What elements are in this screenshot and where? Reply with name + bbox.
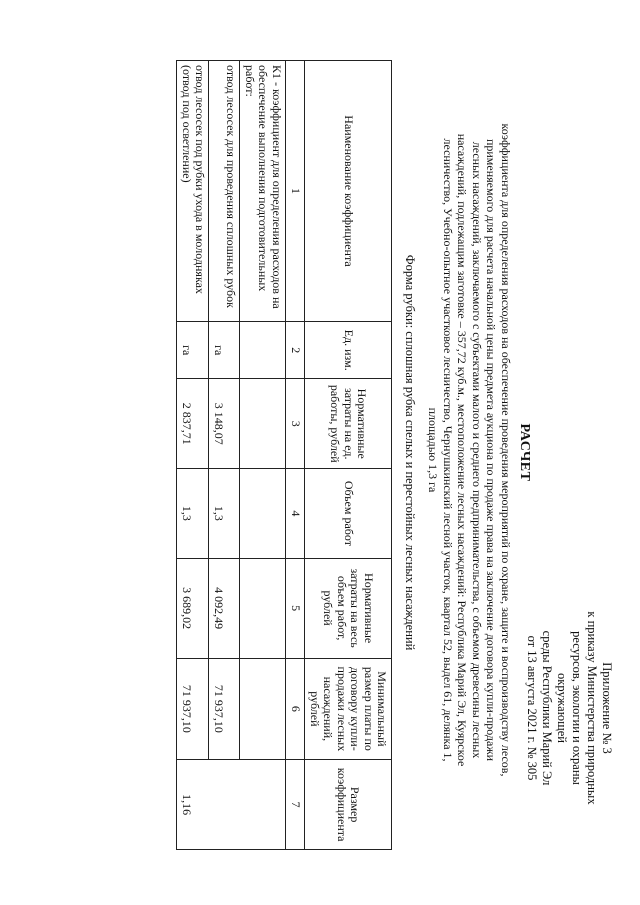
row-unit: га xyxy=(209,321,240,378)
header-coefficient-name: Наименование коэффициента xyxy=(305,61,392,322)
row-name: отвод лесосек под рубки ухода в молодняках (отвод под осветление) xyxy=(177,61,209,322)
row-min-payment: 71 937,10 xyxy=(177,658,209,760)
empty-cell xyxy=(240,321,286,378)
header-total-cost: Нормативные затраты на весь объем работ, рублей xyxy=(305,558,392,658)
row-total-cost: 3 689,02 xyxy=(177,558,209,658)
table-header-row xyxy=(305,61,392,850)
index-cell: 5 xyxy=(286,558,305,658)
row-min-payment: 71 937,10 xyxy=(209,658,240,760)
index-cell: 4 xyxy=(286,469,305,559)
document-subtitle: коэффициента для определения расходов на обеспечение проведения мероприятий по охране, защите и воспроизводству лесов, применяемого для расчета начальной цены предмета аукциона по продаже права на заключение договора купли-продажи лесных насаждений, заключаемого с субъектами малого и среднего предпринимательства, с объемом древесины лесных насаждений, подлежащим заготовке – 357,72 куб.м., местоположение лесных насаждений: Республика Марий Эл, Куярское лесничество, Учебно-опытное участковое лесничество, Чернушкинский лесной участок, квартал 52, выдел 61, делянка 1, площадью 1,3 га xyxy=(426,123,513,777)
calculation-table xyxy=(177,60,393,850)
appendix-block xyxy=(524,603,614,813)
k1-value: 1,16 xyxy=(177,760,286,850)
row-unit: га xyxy=(177,321,209,378)
header-volume: Объем работ xyxy=(305,469,392,559)
document-title: РАСЧЕТ xyxy=(517,423,532,482)
appendix-line: от 13 августа 2021 г. № 305 xyxy=(525,635,539,781)
row-unit-cost: 3 148,07 xyxy=(209,379,240,469)
appendix-line: к приказу Министерства природных xyxy=(585,611,599,805)
table-index-row xyxy=(286,61,305,850)
header-unit-cost: Нормативные затраты на ед. работы, рублей xyxy=(305,379,392,469)
empty-cell xyxy=(240,658,286,760)
header-unit: Ед. изм. xyxy=(305,321,392,378)
index-cell: 1 xyxy=(286,61,305,322)
header-coefficient-size: Размер коэффициента xyxy=(305,760,392,850)
row-unit-cost: 2 837,71 xyxy=(177,379,209,469)
cutting-form-line: Форма рубки: сплошная рубка спелых и перестойных лесных насаждений xyxy=(403,254,417,651)
row-volume: 1,3 xyxy=(177,469,209,559)
index-cell: 3 xyxy=(286,379,305,469)
empty-cell xyxy=(240,469,286,559)
table-row xyxy=(177,61,209,850)
row-name: отвод лесосек для проведения сплошных рубок xyxy=(209,61,240,322)
table-row-k1 xyxy=(240,61,286,850)
empty-cell xyxy=(240,558,286,658)
k1-label: К1 - коэффициент для определения расходов на обеспечение выполнения подготовительных работ: xyxy=(240,61,286,322)
header-min-payment: Минимальный размер платы по договору купли-продажи лесных насаждений, рублей xyxy=(305,658,392,760)
row-volume: 1,3 xyxy=(209,469,240,559)
empty-cell xyxy=(240,379,286,469)
appendix-line: среды Республики Марий Эл xyxy=(540,630,554,786)
row-total-cost: 4 092,49 xyxy=(209,558,240,658)
appendix-line: Приложение № 3 xyxy=(600,662,614,754)
index-cell: 7 xyxy=(286,760,305,850)
table-row xyxy=(209,61,240,850)
index-cell: 6 xyxy=(286,658,305,760)
appendix-line: ресурсов, экологии и охраны окружающей xyxy=(555,631,584,785)
index-cell: 2 xyxy=(286,321,305,378)
